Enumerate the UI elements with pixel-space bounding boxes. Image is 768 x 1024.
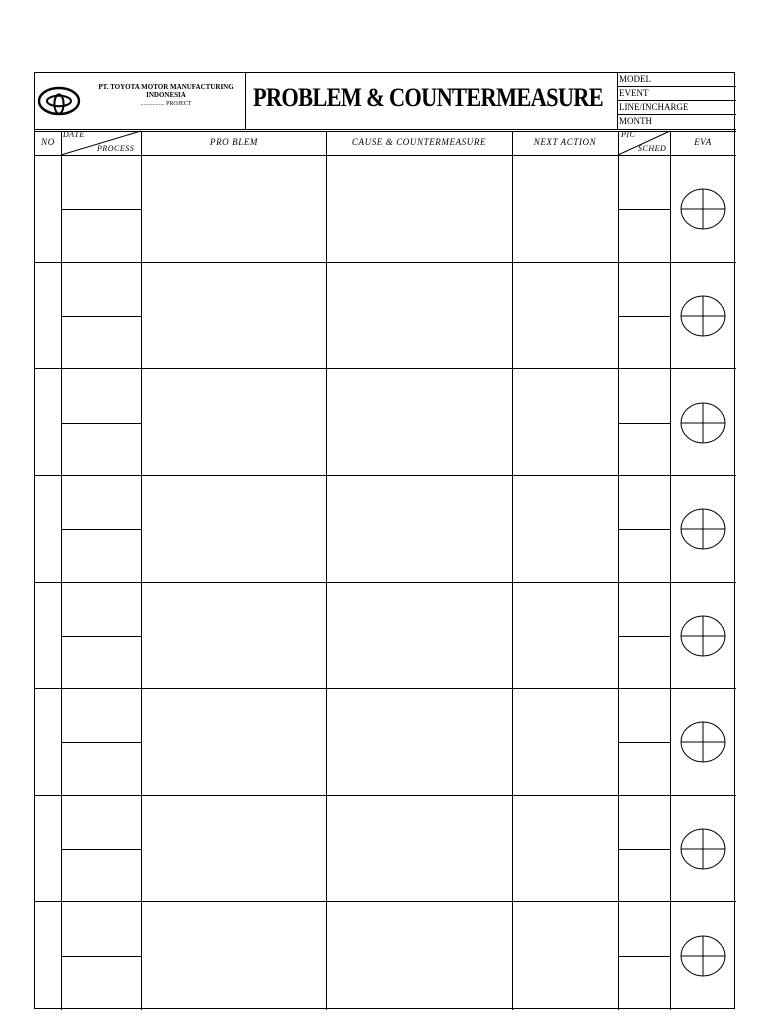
header-eva: EVA [694,137,712,147]
date-process-divider [61,209,141,210]
table-row [35,901,736,1008]
evaluation-circle-icon[interactable] [679,292,727,340]
date-process-divider [61,956,141,957]
pic-sched-diagonal [618,131,670,155]
evaluation-circle-icon[interactable] [679,399,727,447]
pic-sched-divider [618,423,670,424]
company-name-line1: PT. TOYOTA MOTOR MANUFACTURING [98,83,234,91]
pic-sched-divider [618,956,670,957]
form-title: PROBLEM & COUNTERMEASURE [253,83,603,112]
table-row [35,582,736,689]
date-process-divider [61,849,141,850]
evaluation-circle-icon[interactable] [679,505,727,553]
header-process: PROCESS [97,144,135,153]
info-field-event: EVENT [619,88,649,98]
info-field-line-incharge: LINE/INCHARGE [619,102,689,112]
table-row [35,475,736,582]
date-process-divider [61,636,141,637]
header-next-action: NEXT ACTION [533,137,597,147]
date-process-divider [61,742,141,743]
date-process-divider [61,423,141,424]
evaluation-circle-icon[interactable] [679,185,727,233]
pic-sched-divider [618,316,670,317]
pic-sched-divider [618,209,670,210]
evaluation-circle-icon[interactable] [679,932,727,980]
toyota-logo-icon [35,73,83,129]
header-date: DATE [63,130,85,139]
table-row [35,155,736,262]
company-name [83,83,249,99]
logo-area [35,73,83,129]
date-process-divider [61,316,141,317]
evaluation-circle-icon[interactable] [679,825,727,873]
header-problem: PRO BLEM [209,137,259,147]
info-field-model: MODEL [619,74,651,84]
table-row [35,688,736,795]
evaluation-circle-icon[interactable] [679,612,727,660]
table-row [35,795,736,902]
problem-countermeasure-form [34,72,735,1009]
table-row [35,368,736,475]
pic-sched-divider [618,849,670,850]
header-sched: SCHED [638,144,667,153]
date-process-divider [61,529,141,530]
header-cause-countermeasure: CAUSE & COUNTERMEASURE [351,137,487,147]
pic-sched-divider [618,742,670,743]
info-field-month: MONTH [619,116,652,126]
evaluation-circle-icon[interactable] [679,718,727,766]
company-name-line2: INDONESIA [146,91,186,99]
project-label: ................ PROJECT [140,101,192,107]
header-pic: PIC [621,130,636,139]
pic-sched-divider [618,529,670,530]
pic-sched-divider [618,636,670,637]
table-row [35,262,736,369]
header-no: NO [41,137,55,147]
date-process-diagonal [61,131,141,155]
